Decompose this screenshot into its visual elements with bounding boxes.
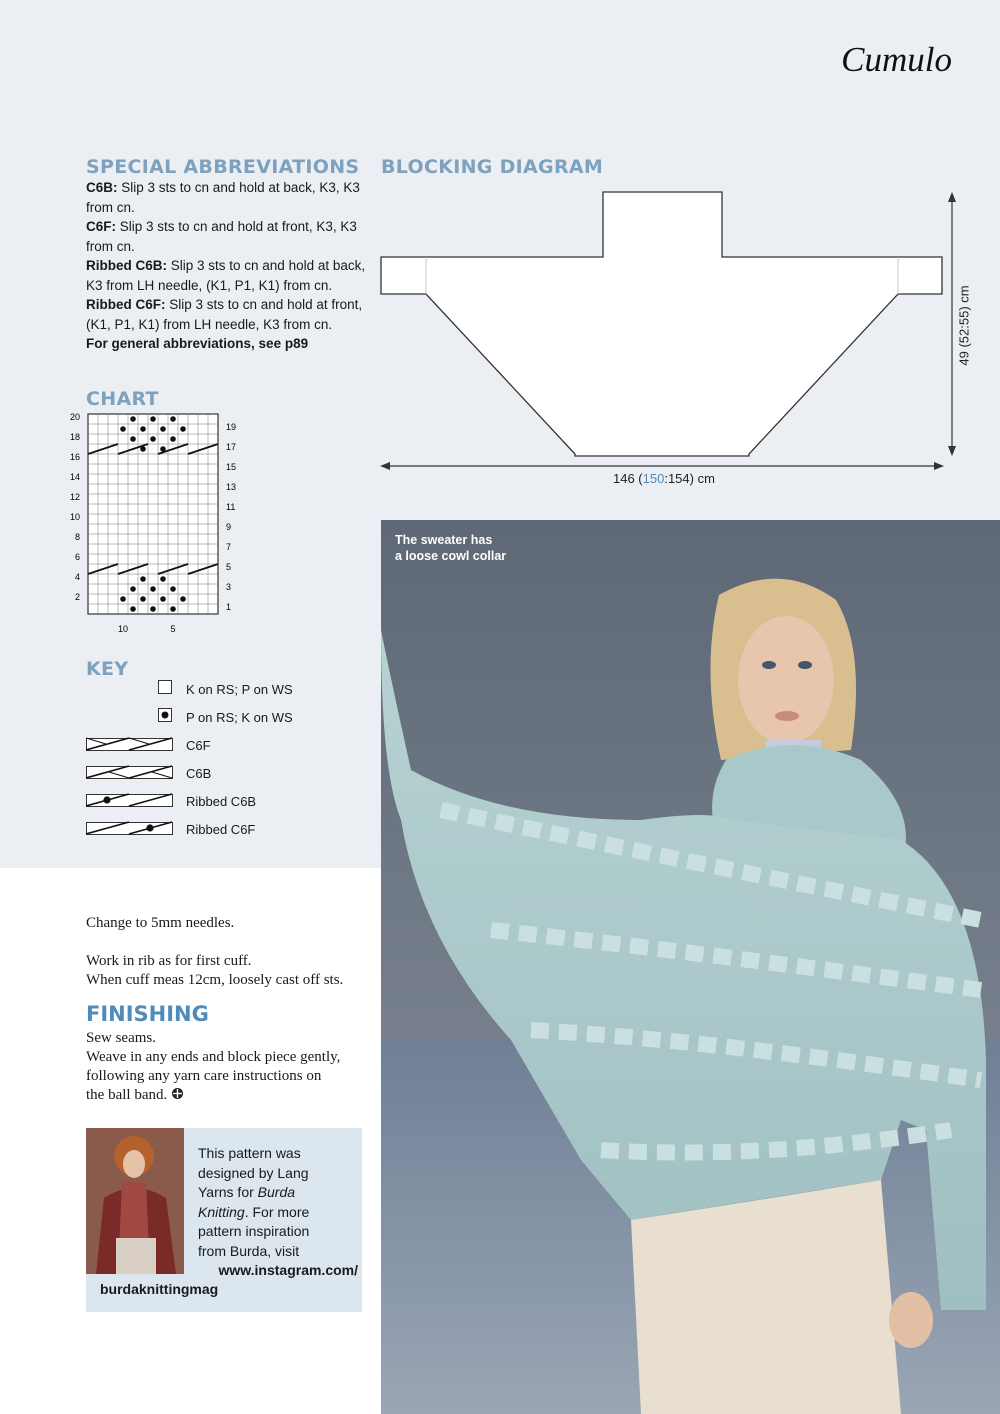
chart-row-label: 15 — [226, 462, 237, 472]
purl-dot — [130, 606, 136, 612]
purl-dot — [120, 596, 126, 602]
model-photo — [381, 520, 1000, 1414]
ribbed-c6b-icon — [86, 792, 174, 810]
purl-dot — [150, 416, 156, 422]
purl-dot — [150, 606, 156, 612]
promo-url-link[interactable]: www.instagram.com/ — [218, 1262, 358, 1278]
chart-row-label: 13 — [226, 482, 237, 492]
general-abbr-note: For general abbreviations, see p89 — [86, 336, 309, 351]
abbr-item: C6F: Slip 3 sts to cn and hold at front, K3, K3 from cn. — [86, 219, 357, 254]
key-heading: KEY — [86, 658, 129, 680]
promo-model-figure — [86, 1128, 184, 1274]
knitting-chart — [60, 408, 250, 640]
purl-dot — [140, 576, 146, 582]
chart-heading: CHART — [86, 388, 159, 410]
purl-dot — [180, 596, 186, 602]
finishing-line: following any yarn care instructions on — [86, 1068, 322, 1084]
chart-row-label: 20 — [69, 412, 80, 422]
purl-dot — [120, 426, 126, 432]
chart-row-label: 1 — [226, 602, 232, 612]
abbr-item: C6B: Slip 3 sts to cn and hold at back, K3, K3 from cn. — [86, 180, 360, 215]
promo-url-link-cont[interactable]: burdaknittingmag — [100, 1281, 219, 1297]
purl-dot — [140, 426, 146, 432]
purl-dot — [150, 586, 156, 592]
model-photo-illustration — [381, 520, 1000, 1414]
chart-row-label: 16 — [69, 452, 80, 462]
purl-dot — [130, 586, 136, 592]
garment-outline — [381, 192, 942, 456]
key-item: P on RS; K on WS — [86, 708, 366, 728]
purl-dot — [130, 416, 136, 422]
finishing-line: the ball band. — [86, 1086, 184, 1105]
dot-square-icon — [158, 708, 172, 724]
empty-square-icon — [158, 680, 172, 696]
page-title: Cumulo — [841, 40, 952, 79]
finishing-line: Weave in any ends and block piece gently, — [86, 1049, 341, 1065]
finishing-line: Sew seams. — [86, 1030, 156, 1046]
purl-dot — [170, 416, 176, 422]
chart-row-label: 17 — [226, 442, 237, 452]
photo-caption: The sweater has a loose cowl collar — [395, 533, 507, 563]
chart-col-label: 5 — [170, 624, 176, 634]
width-dimension-label: 146 (150:154) cm — [613, 471, 715, 486]
chart-row-label: 12 — [69, 492, 80, 502]
abbreviations-list — [86, 178, 366, 354]
purl-dot — [150, 436, 156, 442]
chart-row-label: 14 — [69, 472, 80, 482]
instruction-castoff: When cuff meas 12cm, loosely cast off sts. — [86, 972, 344, 988]
chart-row-label: 9 — [226, 522, 232, 532]
purl-dot — [140, 596, 146, 602]
cable-c6b-icon — [86, 764, 174, 782]
finishing-heading: FINISHING — [86, 1002, 209, 1026]
end-mark-icon — [171, 1087, 184, 1100]
purl-dot — [180, 426, 186, 432]
purl-dot — [170, 436, 176, 442]
purl-dot — [160, 426, 166, 432]
chart-col-label: 10 — [117, 624, 129, 634]
instruction-rib: Work in rib as for first cuff. — [86, 953, 252, 969]
chart-row-label: 8 — [74, 532, 80, 542]
blocking-heading: BLOCKING DIAGRAM — [381, 156, 604, 178]
chart-grid — [88, 414, 218, 614]
chart-row-label: 6 — [74, 552, 80, 562]
cable-c6f-icon — [86, 736, 174, 754]
purl-dot — [170, 586, 176, 592]
purl-dot — [170, 606, 176, 612]
key-item: Ribbed C6F — [86, 820, 366, 840]
chart-row-label: 11 — [226, 502, 236, 512]
chart-row-label: 7 — [226, 542, 232, 552]
abbr-item: Ribbed C6F: Slip 3 sts to cn and hold at front, (K1, P1, K1) from LH needle, K3 from cn. — [86, 297, 363, 332]
chart-row-label: 10 — [69, 512, 80, 522]
key-item: K on RS; P on WS — [86, 680, 366, 700]
instruction-needles: Change to 5mm needles. — [86, 915, 235, 931]
purl-dot — [160, 596, 166, 602]
key-item: C6F — [86, 736, 366, 756]
promo-photo — [86, 1128, 184, 1274]
chart-row-label: 4 — [74, 572, 80, 582]
chart-row-label: 18 — [69, 432, 80, 442]
abbr-item: Ribbed C6B: Slip 3 sts to cn and hold at back, K3 from LH needle, (K1, P1, K1) from cn. — [86, 258, 366, 293]
chart-row-label: 5 — [226, 562, 232, 572]
promo-box — [86, 1128, 362, 1312]
chart-row-label: 3 — [226, 582, 232, 592]
chart-row-label: 2 — [74, 592, 80, 602]
key-item: C6B — [86, 764, 366, 784]
key-item: Ribbed C6B — [86, 792, 366, 812]
chart-row-label: 19 — [226, 422, 237, 432]
purl-dot — [160, 576, 166, 582]
purl-dot — [130, 436, 136, 442]
promo-text: This pattern was designed by Lang Yarns for Burda Knitting. For more pattern inspiration from Burda, visit www.instagram.com/ — [198, 1144, 358, 1281]
height-dimension-label: 49 (52:55) cm — [956, 285, 972, 366]
abbreviations-heading: SPECIAL ABBREVIATIONS — [86, 156, 360, 178]
ribbed-c6f-icon — [86, 820, 174, 838]
blocking-diagram — [370, 180, 1000, 510]
